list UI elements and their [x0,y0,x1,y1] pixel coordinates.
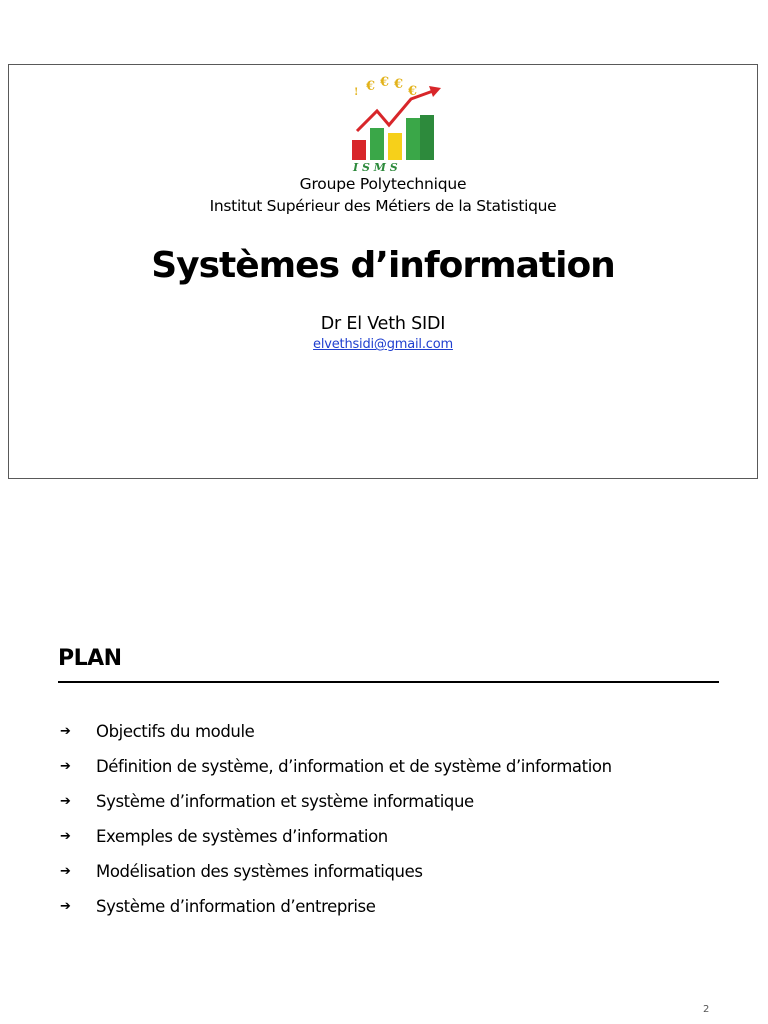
list-item-label: Définition de système, d’information et de système d’information [96,757,612,776]
org-name: Groupe Polytechnique [299,175,467,193]
arrow-icon: ➔ [60,899,71,914]
svg-text:€: € [394,77,404,92]
list-item [60,854,612,889]
institute-name: Institut Supérieur des Métiers de la Statistique [209,197,557,215]
list-item [60,749,612,784]
author-name: Dr El Veth SIDI [320,314,446,334]
email-link-container [9,337,757,352]
arrow-icon: ➔ [60,864,71,879]
title-slide [8,64,758,479]
svg-text:€: € [366,79,376,94]
svg-text:€: € [408,84,418,99]
plan-divider [58,681,719,683]
arrow-icon: ➔ [60,794,71,809]
isms-logo [349,73,449,173]
arrow-icon: ➔ [60,759,71,774]
list-item [60,889,612,924]
list-item [60,784,612,819]
logo-text: I S M S [353,161,398,173]
list-item [60,714,612,749]
list-item-label: Modélisation des systèmes informatiques [96,862,423,881]
list-item-label: Exemples de systèmes d’information [96,827,388,846]
presentation-title: Systèmes d’information [151,245,615,286]
email-link[interactable]: elvethsidi@gmail.com [313,337,453,352]
plan-heading: PLAN [58,646,122,671]
list-item [60,819,612,854]
list-item-label: Objectifs du module [96,722,255,741]
list-item-label: Système d’information d’entreprise [96,897,376,916]
arrow-icon: ➔ [60,829,71,844]
svg-text:€: € [380,75,390,90]
page-number: 2 [703,1004,710,1015]
svg-text:!: ! [354,87,359,98]
list-item-label: Système d’information et système informatique [96,792,474,811]
arrow-icon: ➔ [60,724,71,739]
plan-list [60,714,612,924]
